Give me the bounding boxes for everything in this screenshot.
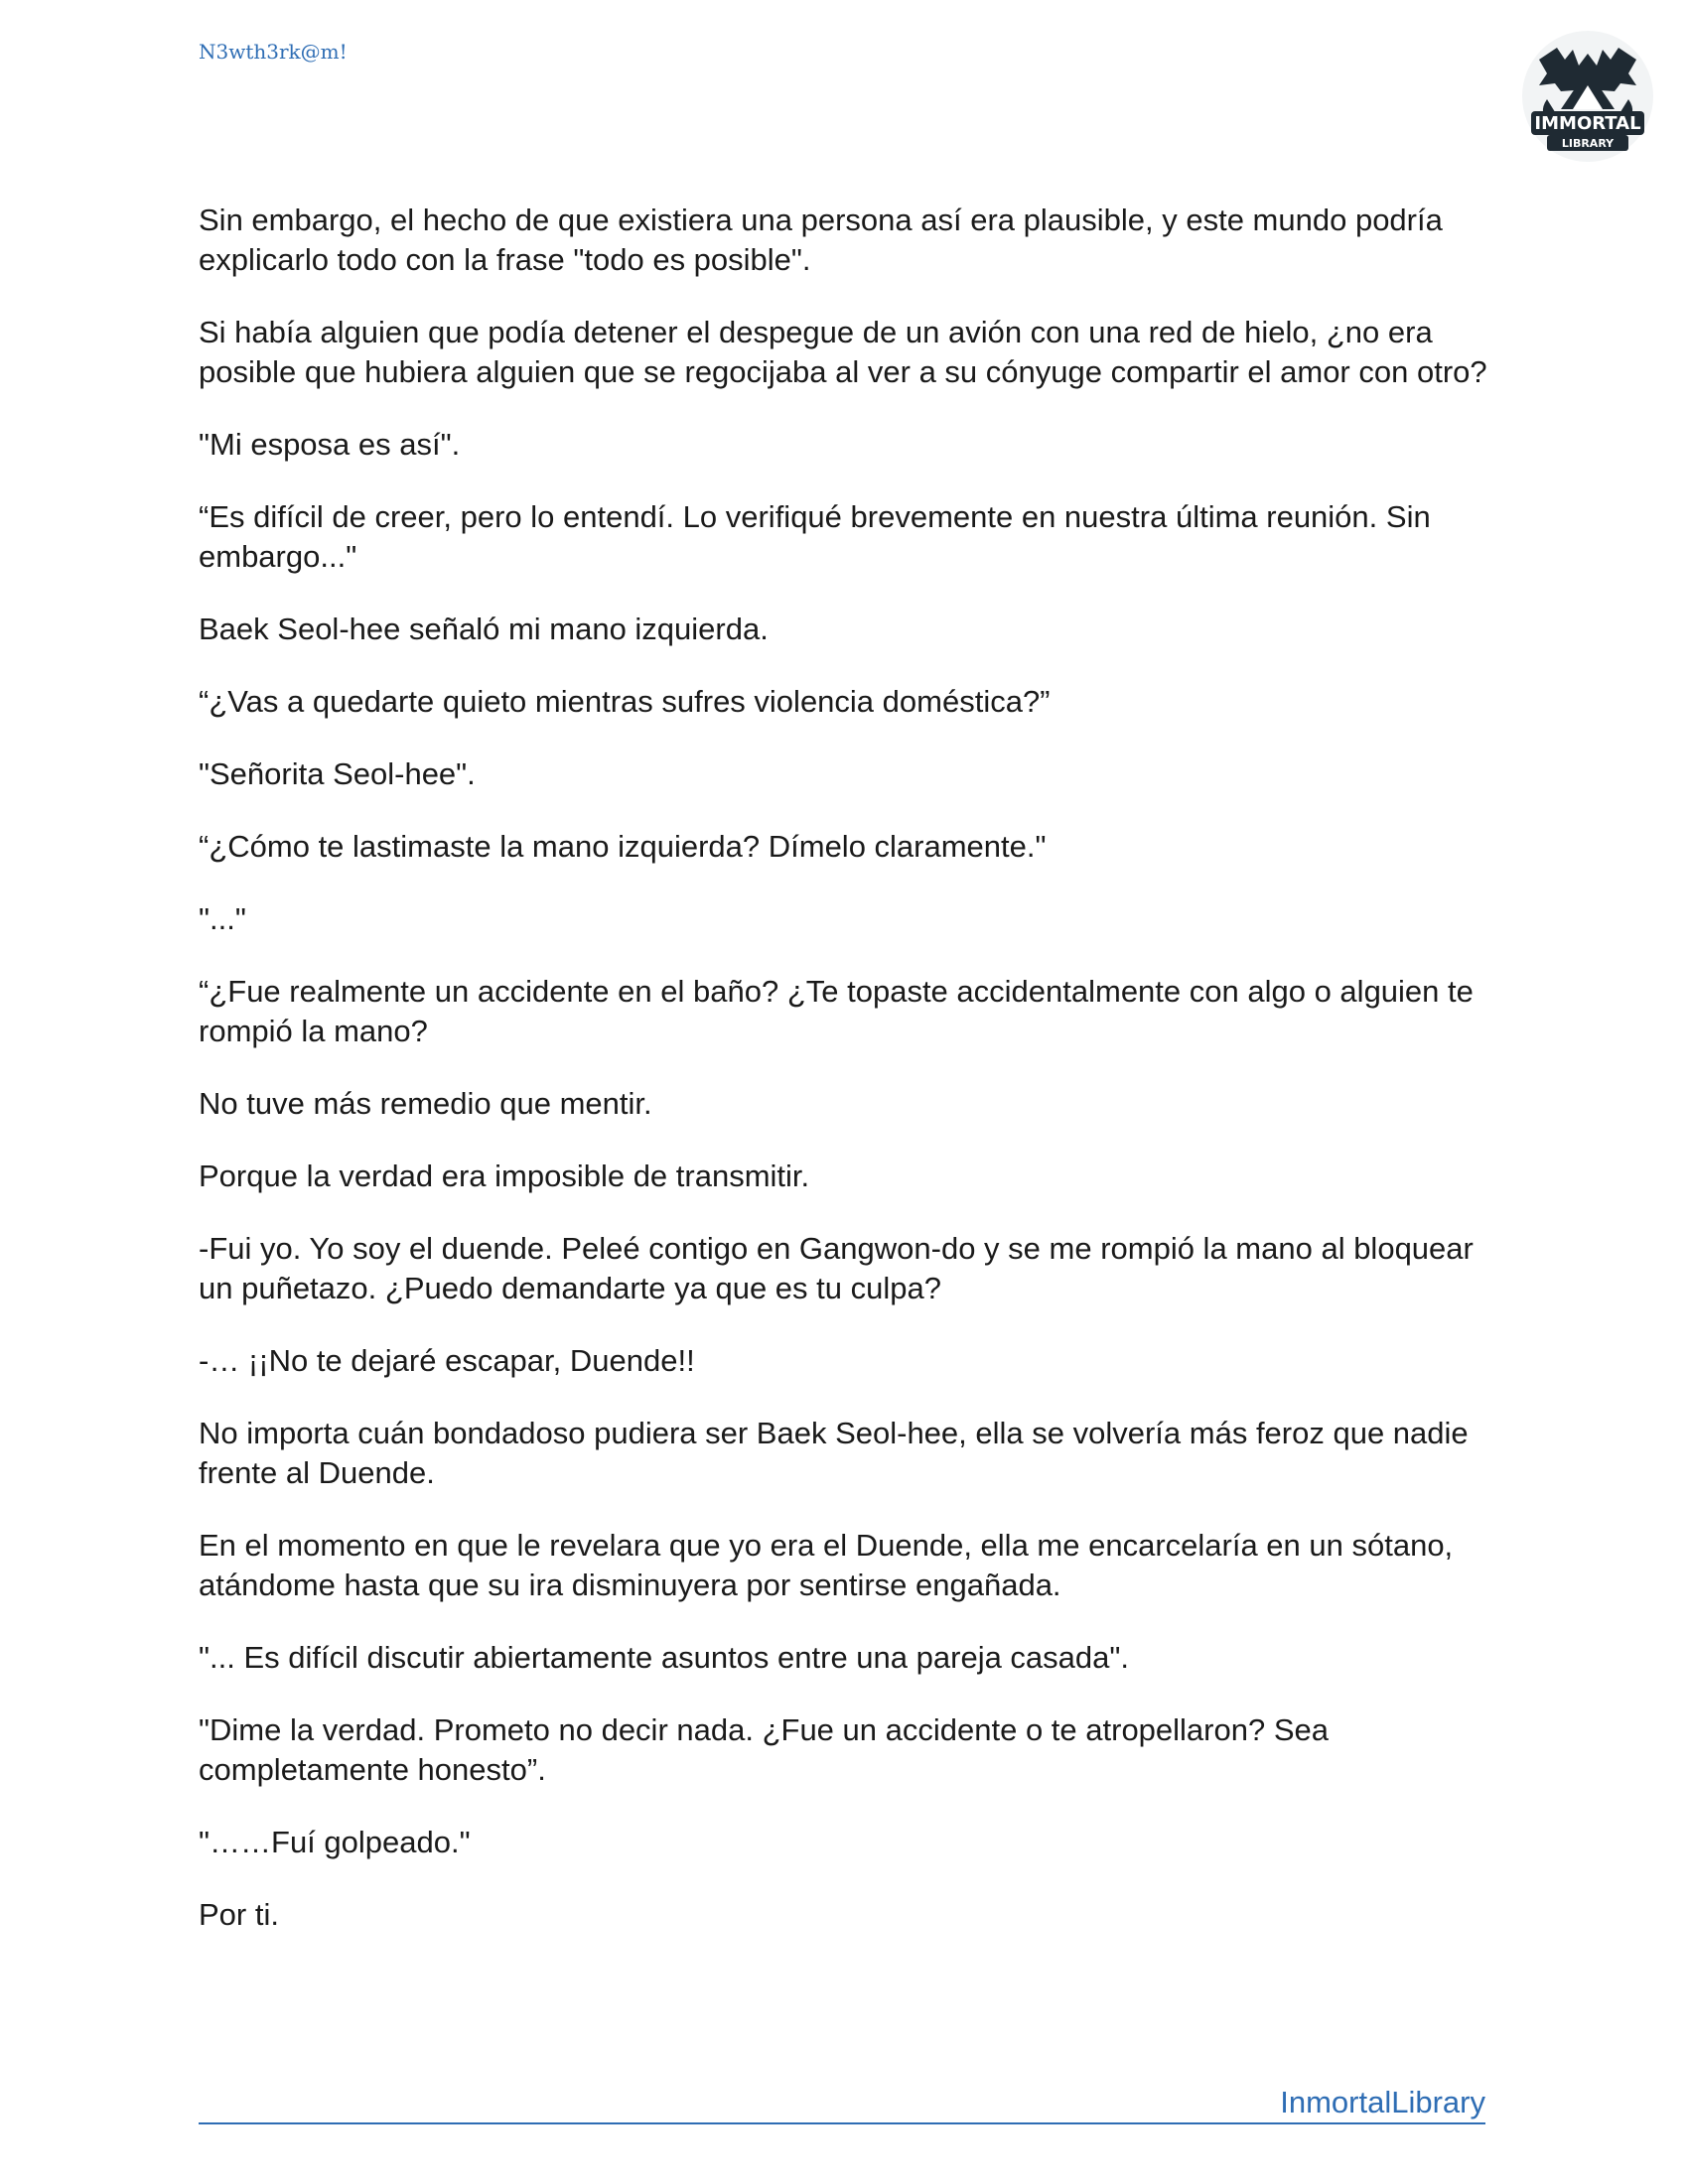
paragraph: “¿Vas a quedarte quieto mientras sufres violencia doméstica?” — [199, 684, 1051, 719]
paragraph: “¿Fue realmente un accidente en el baño? ¿Te topaste accidentalmente con algo o alguien te rompió la mano? — [199, 974, 1474, 1048]
paragraph: "Dime la verdad. Prometo no decir nada. ¿Fue un accidente o te atropellaron? Sea completamente honesto”. — [199, 1712, 1329, 1787]
paragraph: Sin embargo, el hecho de que existiera una persona así era plausible, y este mundo podría explicarlo todo con la frase "todo es posible". — [199, 203, 1443, 277]
paragraph: "..." — [199, 901, 246, 936]
watermark-text: N3wth3rk@m! — [199, 40, 348, 64]
paragraph: Baek Seol-hee señaló mi mano izquierda. — [199, 612, 769, 646]
paragraph: Por ti. — [199, 1897, 279, 1932]
document-body — [199, 201, 1489, 1968]
paragraph: En el momento en que le revelara que yo era el Duende, ella me encarcelaría en un sótano, atándome hasta que su ira disminuyera por sentirse engañada. — [199, 1528, 1454, 1602]
paragraph: -… ¡¡No te dejaré escapar, Duende!! — [199, 1343, 695, 1378]
paragraph: Porque la verdad era imposible de transmitir. — [199, 1159, 810, 1193]
footer-link[interactable]: InmortalLibrary — [1280, 2085, 1485, 2119]
paragraph: No importa cuán bondadoso pudiera ser Baek Seol-hee, ella se volvería más feroz que nadie frente al Duende. — [199, 1416, 1469, 1490]
paragraph: Si había alguien que podía detener el despegue de un avión con una red de hielo, ¿no era posible que hubiera alguien que se regocijaba al ver a su cónyuge compartir el amor con otro? — [199, 315, 1487, 389]
paragraph: "Señorita Seol-hee". — [199, 756, 476, 791]
paragraph: No tuve más remedio que mentir. — [199, 1086, 652, 1121]
paragraph: -Fui yo. Yo soy el duende. Peleé contigo en Gangwon-do y se me rompió la mano al bloquear un puñetazo. ¿Puedo demandarte ya que es tu culpa? — [199, 1231, 1474, 1305]
footer-rule — [199, 2083, 1485, 2124]
immortal-library-logo — [1517, 30, 1658, 163]
paragraph: "……Fuí golpeado." — [199, 1825, 471, 1859]
paragraph: “¿Cómo te lastimaste la mano izquierda? Dímelo claramente." — [199, 829, 1047, 864]
paragraph: “Es difícil de creer, pero lo entendí. Lo verifiqué brevemente en nuestra última reunión. Sin embargo..." — [199, 499, 1431, 574]
logo-text-top: IMMORTAL — [1534, 113, 1641, 134]
paragraph: "... Es difícil discutir abiertamente asuntos entre una pareja casada". — [199, 1640, 1130, 1675]
logo-text-bottom: LIBRARY — [1561, 137, 1615, 150]
paragraph: "Mi esposa es así". — [199, 427, 461, 462]
